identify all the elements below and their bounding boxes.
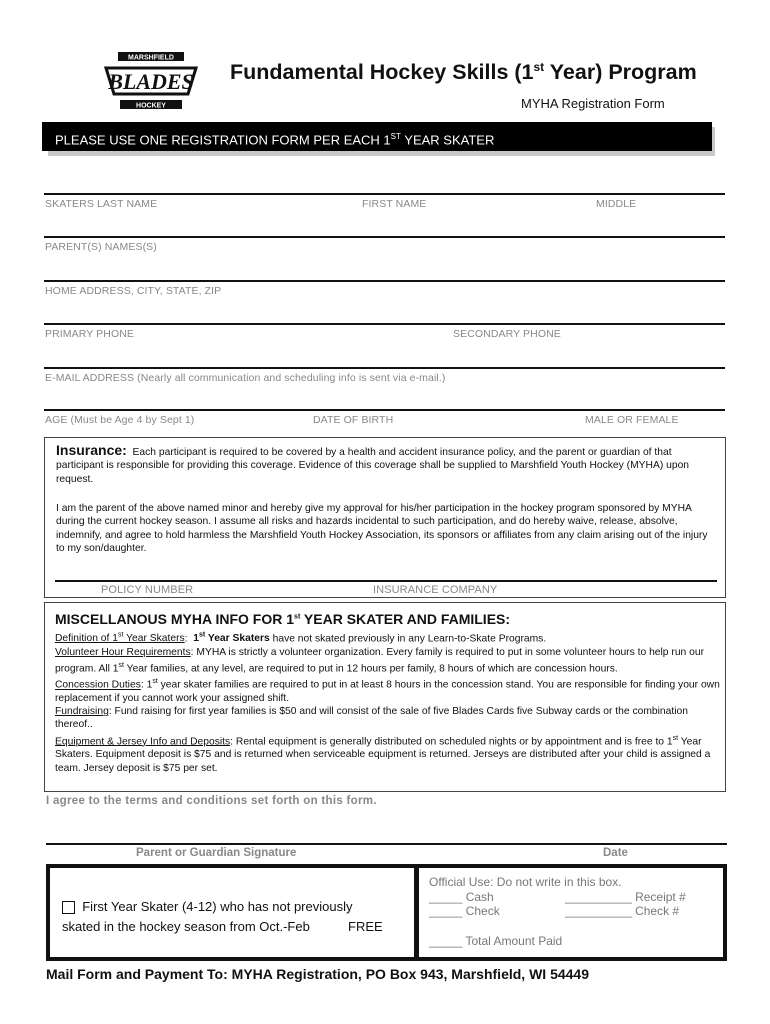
- signature-line[interactable]: [46, 843, 727, 845]
- official-use-box: [418, 864, 727, 961]
- official-total: _____ Total Amount Paid: [429, 934, 563, 948]
- misc-definition: Definition of 1st Year Skaters: 1st Year Skaters have not skated previously in any Learn-to-Skate Programs.: [55, 632, 547, 645]
- misc-volunteer: Volunteer Hour Requirements: MYHA is strictly a volunteer organization. Every family is required to put in some volunteer hours to help run our program. All 1st Year families, at any level, are required to put in 12 hours per family, 8 hours of which are concession hours.: [55, 646, 705, 675]
- name-line[interactable]: [44, 193, 725, 195]
- banner: PLEASE USE ONE REGISTRATION FORM PER EACH 1ST YEAR SKATER: [42, 122, 712, 151]
- fee-price: FREE: [348, 919, 383, 934]
- secondary-phone-label: SECONDARY PHONE: [453, 328, 561, 340]
- parents-label: PARENT(S) NAMES(S): [45, 241, 157, 253]
- signature-label: Parent or Guardian Signature: [136, 847, 297, 859]
- page-title: Fundamental Hockey Skills (1st Year) Program: [230, 60, 697, 85]
- misc-fundraising: Fundraising: Fund raising for first year families is $50 and will consist of the sale of five Blades Cards five Subway cards or the combination thereof..: [55, 706, 688, 731]
- middle-label: MIDDLE: [596, 198, 637, 210]
- official-cash: _____ Cash: [429, 890, 494, 904]
- misc-heading: MISCELLANOUS MYHA INFO FOR 1st YEAR SKATER AND FAMILIES:: [55, 611, 511, 627]
- fee-line-2: skated in the hockey season from Oct.-Feb: [62, 919, 310, 934]
- fee-box: [46, 864, 418, 961]
- primary-phone-label: PRIMARY PHONE: [45, 328, 135, 340]
- address-label: HOME ADDRESS, CITY, STATE, ZIP: [45, 285, 222, 297]
- address-line[interactable]: [44, 280, 725, 282]
- logo-main-text: BLADES: [108, 69, 194, 94]
- fee-line-1: First Year Skater (4-12) who has not previously: [62, 899, 352, 914]
- sex-label: MALE OR FEMALE: [585, 414, 679, 426]
- date-label: Date: [603, 847, 628, 859]
- insurance-company-label: INSURANCE COMPANY: [373, 584, 498, 596]
- parents-line[interactable]: [44, 236, 725, 238]
- misc-body: [55, 629, 721, 775]
- policy-number-label: POLICY NUMBER: [101, 584, 194, 596]
- blades-logo: [100, 48, 202, 112]
- misc-info-box: [44, 602, 726, 792]
- insurance-box: [44, 437, 726, 598]
- insurance-heading: Insurance:: [56, 442, 127, 458]
- first-name-label: FIRST NAME: [362, 198, 427, 210]
- page-subtitle: MYHA Registration Form: [521, 96, 665, 111]
- age-line[interactable]: [44, 409, 725, 411]
- official-receipt: __________ Receipt #: [565, 890, 686, 904]
- phone-line[interactable]: [44, 323, 725, 325]
- official-check: _____ Check: [429, 904, 500, 918]
- email-label: E-MAIL ADDRESS (Nearly all communication and scheduling info is sent via e-mail.): [45, 372, 446, 384]
- misc-equipment: Equipment & Jersey Info and Deposits: Rental equipment is generally distributed on scheduled nights or by appointment and is free to 1st Year Skaters. Equipment deposit is $75 and is returned when serviceable equipment is returned. Jerseys are distributed after your child is assigned a team. Jersey deposit is $75 per set.: [55, 734, 711, 774]
- agreement-text: I agree to the terms and conditions set forth on this form.: [46, 795, 377, 807]
- email-line[interactable]: [44, 367, 725, 369]
- insurance-para-2: I am the parent of the above named minor and hereby give my approval for his/her participation in the hockey program sponsored by MYHA during the current hockey season. I assume all risks and hazards incidental to such participation, and do hereby waive, release, absolve, indemnify, and agree to hold harmless the Marshfield Youth Hockey Association, its sponsors or affiliates from any claim arising out of the injury to my son/daughter.: [56, 503, 708, 554]
- insurance-para-1: Insurance: Each participant is required to be covered by a health and accident insurance policy, and the parent or guardian of that participant is responsible for providing this coverage. Evidence of this coverage shall be supplied to Marshfield Youth Hockey (MYHA) upon request.: [56, 442, 690, 485]
- last-name-label: SKATERS LAST NAME: [45, 198, 158, 210]
- age-label: AGE (Must be Age 4 by Sept 1): [45, 414, 195, 426]
- policy-line[interactable]: [55, 580, 717, 582]
- dob-label: DATE OF BIRTH: [313, 414, 394, 426]
- official-check-number: __________ Check #: [565, 904, 680, 918]
- first-year-checkbox[interactable]: [62, 901, 75, 914]
- logo-top-text: MARSHFIELD: [128, 54, 174, 62]
- misc-concession: Concession Duties: 1st year skater families are required to put in at least 8 hours in the concession stand. You are responsible for finding your own replacement if you cannot work your assigned shift.: [55, 678, 720, 705]
- logo-bottom-text: HOCKEY: [136, 102, 166, 110]
- mail-instructions: Mail Form and Payment To: MYHA Registration, PO Box 943, Marshfield, WI 54449: [46, 966, 590, 982]
- official-use-header: Official Use: Do not write in this box.: [429, 875, 622, 889]
